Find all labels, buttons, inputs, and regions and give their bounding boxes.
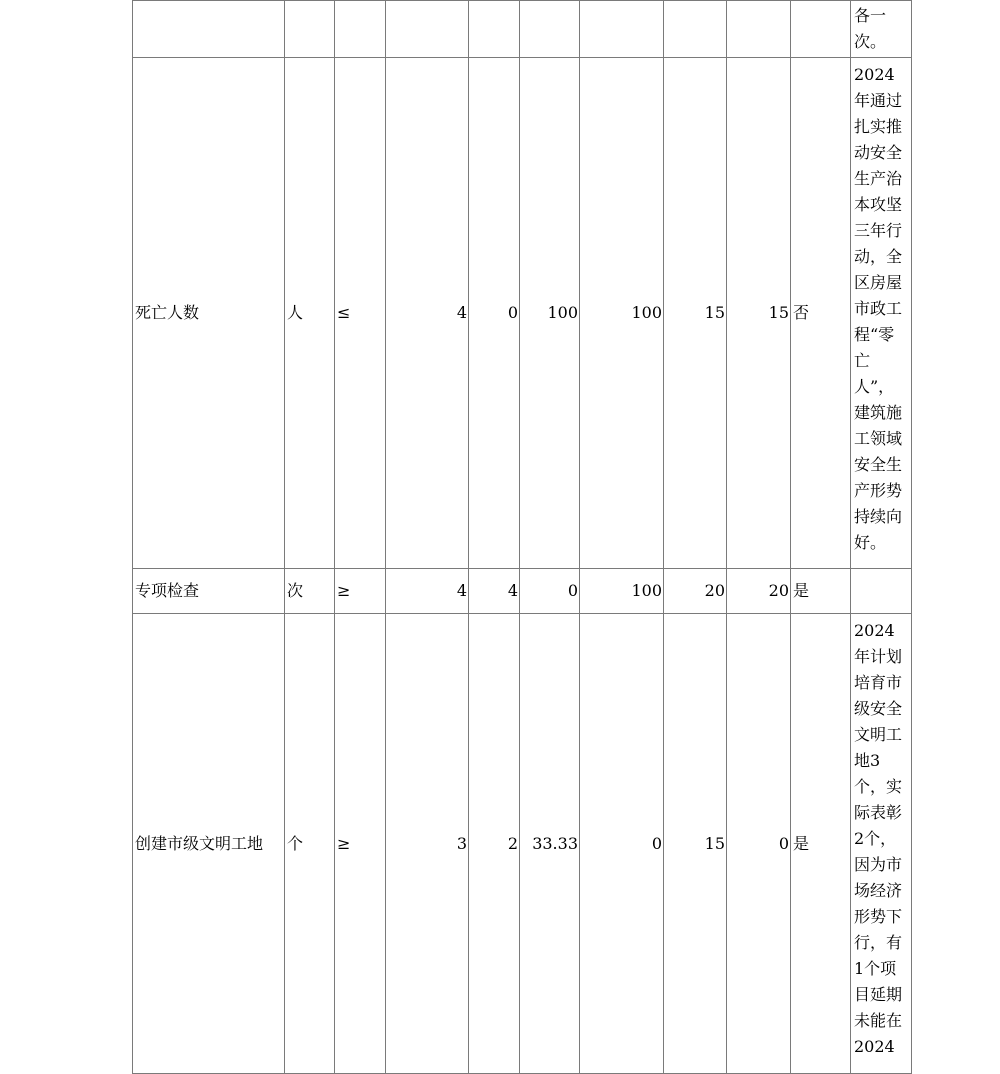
core-indicator-flag: 是 bbox=[791, 614, 851, 1064]
actual-value bbox=[469, 1, 520, 58]
target-value bbox=[386, 1, 469, 58]
indicator-name: 死亡人数 bbox=[133, 58, 285, 569]
actual-value: 4 bbox=[469, 569, 520, 614]
deviation-rate bbox=[520, 1, 580, 58]
table-row bbox=[133, 58, 912, 569]
deviation-rate: 33.33 bbox=[520, 614, 580, 1064]
completion-rate: 100 bbox=[580, 569, 664, 614]
remark-text: 各一次。 bbox=[851, 1, 912, 58]
indicator-operator: ≤ bbox=[335, 58, 386, 569]
target-value: 4 bbox=[386, 58, 469, 569]
core-indicator-flag: 否 bbox=[791, 58, 851, 569]
core-indicator-flag: 是 bbox=[791, 569, 851, 614]
indicator-operator: ≥ bbox=[335, 569, 386, 614]
indicator-unit: 个 bbox=[285, 614, 335, 1064]
remark-text: 2024年通过扎实推动安全生产治本攻坚三年行动，全区房屋市政工程“零亡人”，建筑施工领域安全生产形势持续向好。 bbox=[851, 58, 912, 569]
target-value: 3 bbox=[386, 614, 469, 1064]
remark-text bbox=[851, 569, 912, 614]
table-row bbox=[133, 614, 912, 1064]
indicator-unit: 人 bbox=[285, 58, 335, 569]
weight-score: 15 bbox=[664, 58, 727, 569]
indicator-name: 创建市级文明工地 bbox=[133, 614, 285, 1064]
actual-score bbox=[727, 1, 791, 58]
actual-score: 15 bbox=[727, 58, 791, 569]
indicator-unit bbox=[285, 1, 335, 58]
weight-score bbox=[664, 1, 727, 58]
actual-value: 2 bbox=[469, 614, 520, 1064]
completion-rate bbox=[580, 1, 664, 58]
indicator-name bbox=[133, 1, 285, 58]
deviation-rate: 0 bbox=[520, 569, 580, 614]
weight-score: 20 bbox=[664, 569, 727, 614]
performance-table-wrapper bbox=[132, 0, 912, 1063]
target-value: 4 bbox=[386, 569, 469, 614]
indicator-operator bbox=[335, 1, 386, 58]
actual-score: 20 bbox=[727, 569, 791, 614]
actual-value: 0 bbox=[469, 58, 520, 569]
indicator-operator: ≥ bbox=[335, 614, 386, 1064]
indicator-name: 专项检查 bbox=[133, 569, 285, 614]
table-row bbox=[133, 1, 912, 58]
weight-score: 15 bbox=[664, 614, 727, 1064]
indicator-unit: 次 bbox=[285, 569, 335, 614]
table-row bbox=[133, 569, 912, 614]
performance-indicator-table bbox=[132, 0, 912, 1063]
deviation-rate: 100 bbox=[520, 58, 580, 569]
completion-rate: 100 bbox=[580, 58, 664, 569]
actual-score: 0 bbox=[727, 614, 791, 1064]
remark-text: 2024年计划培育市级安全文明工地3个，实际表彰2个，因为市场经济形势下行，有1个项目延期未能在2024 bbox=[851, 614, 912, 1064]
completion-rate: 0 bbox=[580, 614, 664, 1064]
core-indicator-flag bbox=[791, 1, 851, 58]
